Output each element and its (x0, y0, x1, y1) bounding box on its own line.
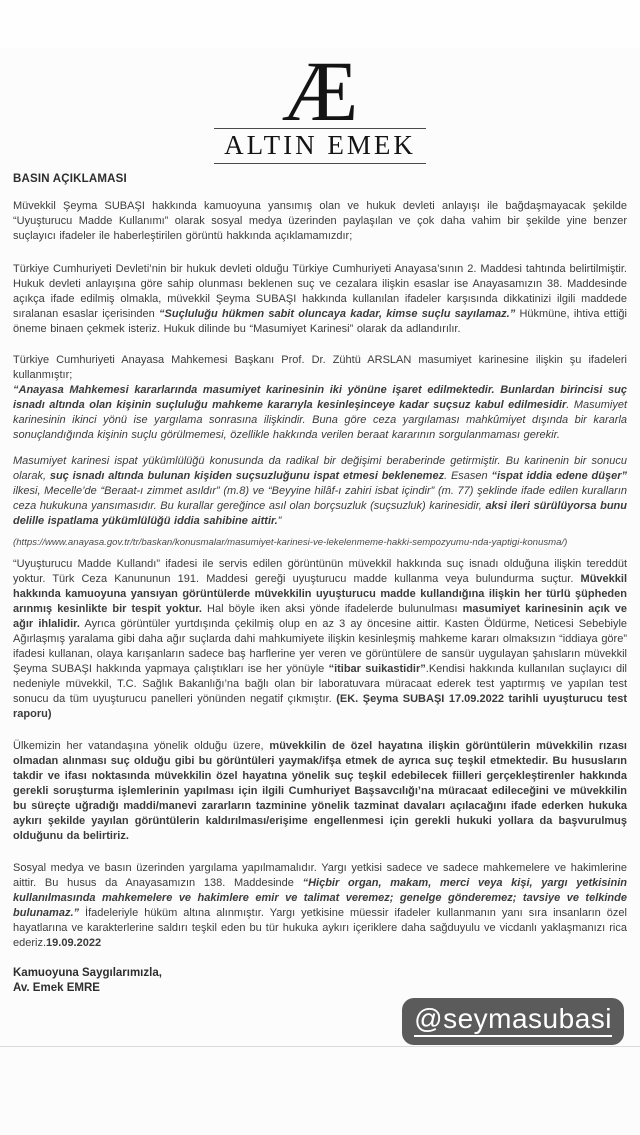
paragraph: Türkiye Cumhuriyeti Anayasa Mahkemesi Başkanı Prof. Dr. Zühtü ARSLAN masumiyet karinesine ilişkin şu ifadeleri kullanmıştır; (13, 353, 627, 381)
paragraph: (https://www.anayasa.gov.tr/tr/baskan/konusmalar/masumiyet-karinesi-ve-lekelenmeme-hakki-sempozyumu-nda-yaptigi-konusma/) (13, 536, 568, 548)
paragraph: “Anayasa Mahkemesi kararlarında masumiyet karinesinin iki yönüne işaret edilmektedir. Bunlardan birincisi suç isnadı altında olan kişinin suçluluğu mahkeme kararıyla kesinleşinceye kadar suçsuz kabul edilmesidir. Masumiyet karinesinin ikinci yönü ise yargılama sonrasına ilişkindir. Buna göre ceza yargılaması mahkûmiyet dışında bir kararla sonuçlandığında kişinin suçlu görülmemesi, özellikle hakkında verilen beraat kararının sorgulanmaması gerekir. (13, 383, 627, 441)
paragraph: “Uyuşturucu Madde Kullandı” ifadesi ile servis edilen görüntünün müvekkil hakkında suç isnadı olduğuna ilişkin tereddüt yoktur. Türk Ceza Kanununun 191. Maddesi gereği uyuşturucu madde kullanma veya bulundurma suçtur. Müvekkil hakkında kamuoyuna yansıyan görüntülerde müvekkilin uyuşturucu madde kullandığına ilişkin her türlü şüpheden arınmış kesinlikte bir tespit yoktur. Hal böyle iken aksi yönde ifadelerde bulunulması masumiyet karinesinin açık ve ağır ihlalidir. Ayrıca görüntüler yurtdışında çekilmiş olup en az 3 ay öncesine aittir. Kasten Öldürme, Neticesi Sebebiyle Ağırlaşmış yaralama gibi daha ağır suçlarda dahi mahkumiyete ilişkin kesinleşmiş mahkeme kararı olmaksızın “iddiaya göre” ifadesi kullanan, olaya karışanların sadece baş harflerine yer veren ve görüntülere de sansür uygulayan şahısların müvekkil Şeyma SUBAŞI hakkında yapmaya çalıştıkları ise her yönüyle “itibar suikastidir”.Kendisi hakkında kullanılan suçlayıcı dil nedeniyle müvekkil, T.C. Sağlık Bakanlığı’na bağlı olan bir laboratuvara müracaat ederek test yaptırmış ve yapılan test sonucu da tüm uyuşturucu panelleri yönünden negatif çıkmıştır. (EK. Şeyma SUBAŞI 17.09.2022 tarihli uyuşturucu test raporu) (13, 557, 628, 720)
ae-monogram-icon: Æ (281, 43, 359, 139)
logo-rule-frame (214, 128, 426, 164)
paragraph: Masumiyet karinesi ispat yükümlülüğü konusunda da radikal bir değişimi beraberinde getirmiştir. Bu karinenin bir sonucu olarak, suç isnadı altında bulunan kişiden suçsuzluğunu ispat etmesi beklenemez. Esasen “ispat iddia edene düşer” ilkesi, Mecelle’de “Beraat-ı zimmet asıldır” (m.8) ve “Beyyine hilâf-ı zahiri isbat içindir” (m. 77) şeklinde ifade edilen kuralların ceza hukukuna yansımasıdır. Bu kurallar gereğince asıl olan borçsuzluk (suçsuzluk) karinesidir, aksi ileri sürülüyorsa bunu delille ispatlama yükümlülüğü iddia sahibine aittir.” (13, 454, 628, 527)
mention-sticker[interactable] (402, 998, 624, 1045)
paragraph: Ülkemizin her vatandaşına yönelik olduğu üzere, müvekkilin de özel hayatına ilişkin görüntülerin müvekkilin rızası olmadan alınması suç olduğu gibi bu görüntüleri yaymak/ifşa etmek de ayrıca suç teşkil etmektedir. Bu hususların takdir ve ifası noktasında müvekkilin özel hayatına yönelik suç teşkil edebilecek fiilleri gerçekleştirenler hakkında gerekli soruşturma işlemlerinin yapılması için ilgili Cumhuriyet Başsavcılığı’na müracaat edileceğini ve müvekkilin bu süreçte uğradığı maddi/manevi zararların tazminine yönelik tazminat davaları açılacağını ifade ederken hukuka aykırı şekilde yayılan görüntülerin kaldırılması/erişime engellenmesi için gerekli hukuki yollara da başvurulmuş olduğunu da belirtiriz. (13, 739, 627, 842)
page-edge-divider (0, 1046, 640, 1047)
signature-lawyer-name: Av. Emek EMRE (13, 981, 100, 994)
signature-block (13, 966, 627, 996)
law-firm-name: ALTIN EMEK (224, 129, 416, 160)
law-firm-logo (0, 0, 640, 164)
document-paragraphs (13, 199, 627, 951)
paragraph: Türkiye Cumhuriyeti Devleti’nin bir hukuk devleti olduğu Türkiye Cumhuriyeti Anayasa’sının 2. Maddesi tahtında belirtilmiştir. Hukuk devleti anlayışına göre sahip olunması beklenen suç ve cezalara ilişkin esaslar ise Anayasamızın 38. Maddesinde açıkça ifade edilmiş olmakla, müvekkil Şeyma SUBAŞI hakkında kullanılan ifadeler karşısında dikkatinizi ilgili maddede sıralanan esaslar içerisinden “Suçluluğu hükmen sabit oluncaya kadar, kimse suçlu sayılamaz.” Hükmüne, ihtiva ettiği öneme binaen çekmek isteriz. Hukuk dilinde bu “Masumiyet Karinesi” olarak da adlandırılır. (13, 262, 627, 335)
mention-handle: @seymasubasi (414, 1004, 612, 1037)
paragraph: Müvekkil Şeyma SUBAŞI hakkında kamuoyuna yansımış olan ve hukuk devleti anlayışı ile bağdaşmayacak şekilde “Uyuşturucu Madde Kullanımı” olarak sosyal medya üzerinden paylaşılan ve çok daha vahim bir şekilde yine benzer suçlayıcı ifadeler ile haberleştirilen görüntü hakkında açıklamamızdır; (13, 199, 627, 242)
signature-closing: Kamuoyuna Saygılarımızla, (13, 966, 162, 979)
press-release-title: BASIN AÇIKLAMASI (13, 172, 127, 185)
paragraph: Sosyal medya ve basın üzerinden yargılama yapılmamalıdır. Yargı yetkisi sadece ve sadece mahkemelere ve hakimlerine aittir. Bu husus da Anayasamızın 138. Maddesinde “Hiçbir organ, makam, merci veya kişi, yargı yetkisinin kullanılmasında mahkemelere ve hakimlere emir ve talimat veremez; genelge gönderemez; tavsiye ve telkinde bulunamaz.” İfadeleriyle hüküm altına alınmıştır. Yargı yetkisine müessir ifadeler kullanmanın yanı sıra insanların özel hayatlarına ve karakterlerine saldırı teşkil eden bu tür hukuka aykırı içeriklere daha sağduyulu ve vicdanlı yaklaşmanızı rica ederiz.19.09.2022 (13, 861, 627, 949)
press-release-document (13, 172, 627, 996)
